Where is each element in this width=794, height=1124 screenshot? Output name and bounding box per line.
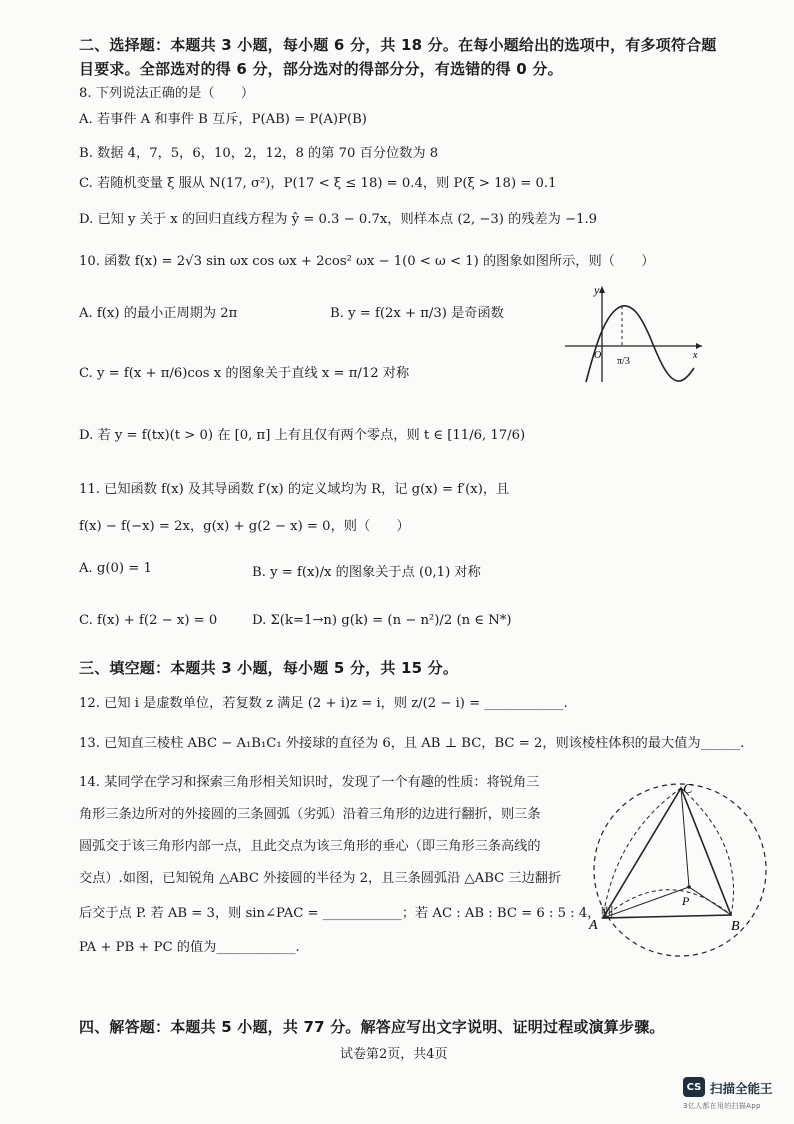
q12-text: 12. 已知 i 是虚数单位，若复数 z 满足 (2 + i)z = i，则 z/(2 − i) = ____________. bbox=[79, 696, 568, 711]
q14-line3: 圆弧交于该三角形内部一点，且此交点为该三角形的垂心（即三角形三条高线的 bbox=[79, 839, 541, 854]
camscanner-logo-icon: CS bbox=[683, 1077, 705, 1097]
q14-line4: 交点）.如图，已知锐角 △ABC 外接圆的半径为 2，且三条圆弧沿 △ABC 三边翻折 bbox=[79, 871, 562, 886]
section-3-header: 三、填空题：本题共 3 小题，每小题 5 分，共 15 分。 bbox=[79, 659, 459, 677]
q10-option-a: A. f(x) 的最小正周期为 2π bbox=[79, 306, 238, 321]
q11-option-a: A. g(0) = 1 bbox=[79, 561, 152, 576]
q14-triangle-figure bbox=[585, 775, 775, 965]
q8-option-b: B. 数据 4，7，5，6，10，2，12，8 的第 70 百分位数为 8 bbox=[79, 146, 439, 161]
q13-text: 13. 已知直三棱柱 ABC − A₁B₁C₁ 外接球的直径为 6，且 AB ⊥ BC，BC = 2，则该棱柱体积的最大值为______. bbox=[79, 736, 745, 751]
q10-option-c: C. y = f(x + π/6)cos x 的图象关于直线 x = π/12 对称 bbox=[79, 366, 410, 381]
graph-origin-label: O bbox=[594, 350, 602, 361]
circumcircle bbox=[594, 784, 766, 956]
camscanner-name: 扫描全能王 bbox=[710, 1081, 773, 1096]
graph-x-label: x bbox=[693, 350, 698, 361]
q8-option-c: C. 若随机变量 ξ 服从 N(17, σ²)，P(17 < ξ ≤ 18) = 0.4，则 P(ξ > 18) = 0.1 bbox=[79, 176, 557, 191]
q10-stem: 10. 函数 f(x) = 2√3 sin ωx cos ωx + 2cos² ωx − 1(0 < ω < 1) 的图象如图所示，则（ ） bbox=[79, 254, 655, 269]
q10-function-graph bbox=[560, 282, 710, 387]
segment-pc bbox=[681, 788, 689, 887]
q11-option-c: C. f(x) + f(2 − x) = 0 bbox=[79, 613, 218, 628]
q11-option-d: D. Σ(k=1→n) g(k) = (n − n²)/2 (n ∈ N*) bbox=[252, 613, 512, 628]
segment-pa bbox=[603, 887, 689, 918]
q8-option-d: D. 已知 y 关于 x 的回归直线方程为 ŷ = 0.3 − 0.7x，则样本点 (2, −3) 的残差为 −1.9 bbox=[79, 212, 598, 227]
page-footer: 试卷第2页，共4页 bbox=[340, 1047, 448, 1062]
q11-stem-line2: f(x) − f(−x) = 2x，g(x) + g(2 − x) = 0，则（ ） bbox=[79, 519, 410, 534]
y-axis-arrow bbox=[599, 286, 605, 293]
q14-line5: 后交于点 P. 若 AB = 3，则 sin∠PAC = ____________；若 AC : AB : BC = 6 : 5 : 4，则 bbox=[79, 906, 614, 921]
graph-tick-pi-over-3: π/3 bbox=[617, 356, 630, 367]
q10-option-d: D. 若 y = f(tx)(t > 0) 在 [0, π] 上有且仅有两个零点，则 t ∈ [11/6, 17/6) bbox=[79, 428, 526, 443]
label-p: P bbox=[682, 894, 690, 908]
folded-arc-ab bbox=[603, 890, 731, 918]
label-b: B bbox=[731, 919, 740, 934]
label-a: A bbox=[589, 918, 598, 933]
q8-option-a: A. 若事件 A 和事件 B 互斥，P(AB) = P(A)P(B) bbox=[79, 112, 367, 127]
q14-line2: 角形三条边所对的外接圆的三条圆弧（劣弧）沿着三角形的边进行翻折，则三条 bbox=[79, 807, 541, 822]
section-4-header: 四、解答题：本题共 5 小题，共 77 分。解答应写出文字说明、证明过程或演算步骤。 bbox=[79, 1018, 665, 1036]
q8-stem: 8. 下列说法正确的是（ ） bbox=[79, 86, 255, 101]
triangle-abc bbox=[603, 788, 731, 918]
section-2-header-line2: 目要求。全部选对的得 6 分，部分选对的得部分分，有选错的得 0 分。 bbox=[79, 60, 563, 78]
q11-option-b: B. y = f(x)/x 的图象关于点 (0,1) 对称 bbox=[252, 565, 481, 580]
camscanner-tagline: 3亿人都在用的扫描App bbox=[683, 1102, 761, 1110]
x-axis-arrow bbox=[696, 343, 702, 349]
label-c: C bbox=[683, 782, 693, 797]
q14-line6: PA + PB + PC 的值为____________. bbox=[79, 940, 300, 955]
q11-stem-line1: 11. 已知函数 f(x) 及其导函数 f′(x) 的定义域均为 R，记 g(x) = f′(x)，且 bbox=[79, 482, 510, 497]
point-p bbox=[687, 885, 691, 889]
q14-line1: 14. 某同学在学习和探索三角形相关知识时，发现了一个有趣的性质：将锐角三 bbox=[79, 775, 540, 790]
q10-option-b: B. y = f(2x + π/3) 是奇函数 bbox=[330, 306, 504, 321]
section-2-header-line1: 二、选择题：本题共 3 小题，每小题 6 分，共 18 分。在每小题给出的选项中，有多项符合题 bbox=[79, 36, 717, 54]
graph-y-label: y bbox=[594, 283, 600, 297]
